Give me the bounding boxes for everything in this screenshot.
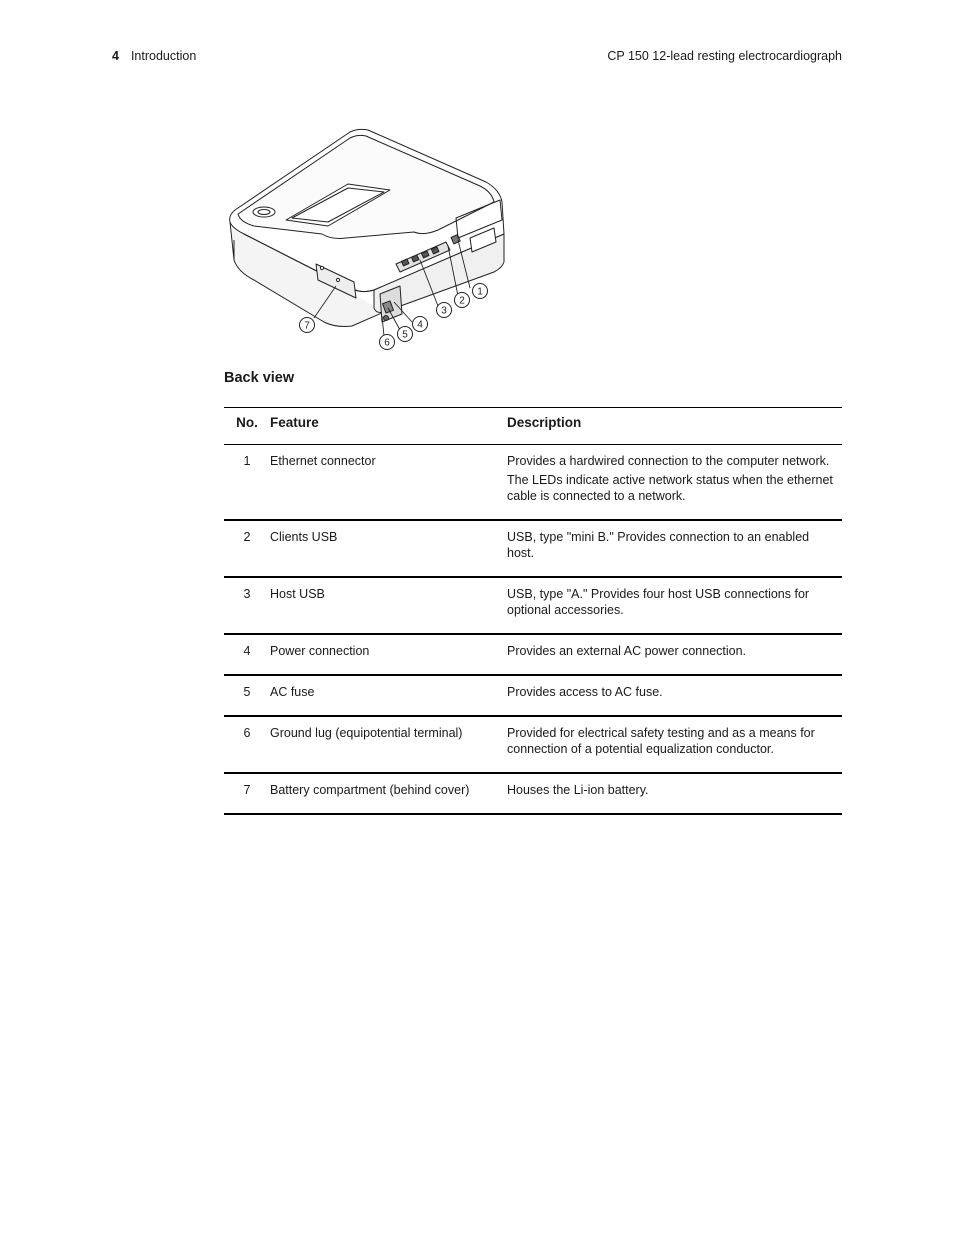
callout-6-label: 6 [384, 337, 390, 349]
callout-5-label: 5 [402, 329, 408, 341]
callout-1-label: 1 [477, 286, 483, 298]
table-row [224, 773, 842, 814]
row-number: 2 [224, 520, 270, 577]
callout-2-label: 2 [459, 295, 465, 307]
table-header-row [224, 408, 842, 445]
row-description [507, 520, 842, 577]
row-description [507, 634, 842, 675]
callout-4-label: 4 [417, 319, 423, 331]
row-feature: Power connection [270, 634, 507, 675]
table-row [224, 716, 842, 773]
row-number: 1 [224, 445, 270, 521]
table-row [224, 577, 842, 634]
table-row [224, 634, 842, 675]
row-number: 5 [224, 675, 270, 716]
table-row [224, 520, 842, 577]
column-header-feature: Feature [270, 408, 507, 445]
document-title: CP 150 12-lead resting electrocardiograph [607, 49, 842, 63]
figure-caption: Back view [224, 370, 295, 386]
callout-7-label: 7 [304, 320, 310, 332]
page-header-left [112, 49, 196, 63]
row-description [507, 577, 842, 634]
section-name: Introduction [130, 49, 197, 63]
description-line: Provided for electrical safety testing and as a means for connection of a potential equalization conductor. [507, 726, 815, 756]
device-back-view-figure [224, 122, 524, 357]
row-description [507, 675, 842, 716]
row-feature: Clients USB [270, 520, 507, 577]
description-line: Houses the Li-ion battery. [507, 783, 649, 797]
row-description [507, 445, 842, 521]
row-description [507, 716, 842, 773]
row-feature: AC fuse [270, 675, 507, 716]
description-line: USB, type "A." Provides four host USB connections for optional accessories. [507, 587, 810, 617]
row-feature: Host USB [270, 577, 507, 634]
row-feature: Ground lug (equipotential terminal) [270, 716, 507, 773]
row-number: 7 [224, 773, 270, 814]
description-line: USB, type "mini B." Provides connection to an enabled host. [507, 530, 810, 560]
page-number: 4 [112, 49, 119, 63]
row-number: 4 [224, 634, 270, 675]
column-header-description: Description [507, 408, 842, 445]
callout-3-label: 3 [441, 305, 447, 317]
row-number: 3 [224, 577, 270, 634]
description-line: Provides a hardwired connection to the computer network. [507, 454, 830, 468]
device-illustration [224, 122, 524, 357]
row-number: 6 [224, 716, 270, 773]
row-feature: Ethernet connector [270, 445, 507, 521]
description-line: Provides an external AC power connection. [507, 644, 747, 658]
description-line: The LEDs indicate active network status when the ethernet cable is connected to a network. [507, 473, 833, 503]
description-line: Provides access to AC fuse. [507, 685, 663, 699]
table-row [224, 675, 842, 716]
row-description [507, 773, 842, 814]
table-row [224, 445, 842, 521]
column-header-no: No. [224, 408, 270, 445]
row-feature: Battery compartment (behind cover) [270, 773, 507, 814]
feature-table [224, 407, 842, 815]
